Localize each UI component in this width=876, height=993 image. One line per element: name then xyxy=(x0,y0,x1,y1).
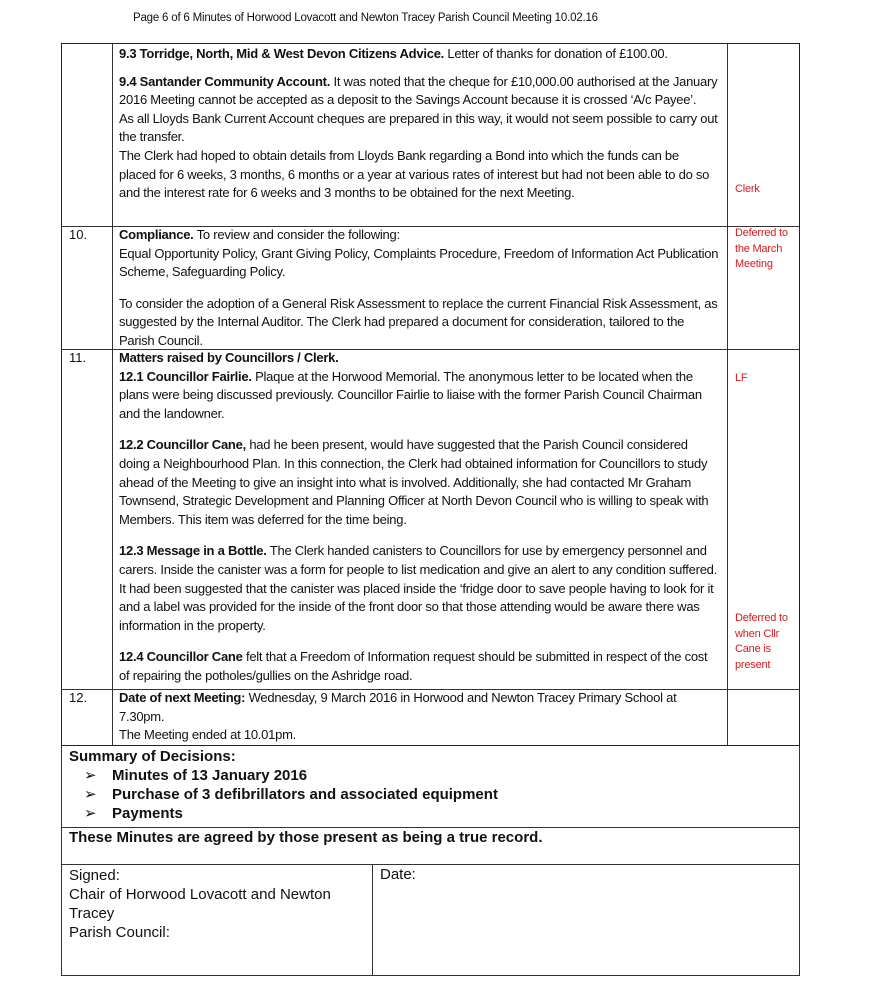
summary-list xyxy=(84,766,498,823)
minutes-row-12 xyxy=(62,689,799,747)
item-text: It was noted that the cheque for £10,000.00 authorised at the January 2016 Meeting cannot be accepted as a deposit to the Savings Account because it is crossed ‘A/c Payee’. xyxy=(119,73,718,108)
action-owner: Clerk xyxy=(735,183,760,195)
minutes-row-10 xyxy=(62,226,799,350)
item-text: Plaque at the Horwood Memorial. The anonymous letter to be located when the plans were being discussed previously. Councillor Fairlie to liaise with the former Parish Council Chairman and the landowner. xyxy=(119,368,702,421)
row-body xyxy=(119,45,719,203)
item-12-3 xyxy=(119,542,719,635)
arrow-bullet-icon: ➢ xyxy=(84,767,97,784)
arrow-bullet-icon: ➢ xyxy=(84,805,97,822)
council-label: Parish Council: xyxy=(69,924,170,941)
signature-block xyxy=(61,865,800,976)
row-number: 12. xyxy=(69,690,88,705)
item-next-meeting xyxy=(119,689,719,726)
item-text: felt that a Freedom of Information request should be submitted in respect of the cost of repairing the potholes/gullies on the Ashridge road. xyxy=(119,649,708,683)
page-header: Page 6 of 6 Minutes of Horwood Lovacott and Newton Tracey Parish Council Meeting 10.02.16 xyxy=(133,12,598,24)
item-text: The Clerk handed canisters to Councillors for use by emergency personnel and carers. Inside the canister was a form for people to list medication and give an alert to any condition suffered. It had been suggested that the canister was placed inside the ‘fridge door to save people having to look for it and a label was provided for the inside of the front door so that those attending would be aware there was information in the property. xyxy=(119,543,718,633)
arrow-bullet-icon: ➢ xyxy=(84,786,97,803)
list-item: ➢ Payments xyxy=(84,805,183,822)
item-12-4 xyxy=(119,648,719,685)
item-title: 12.4 Councillor Cane xyxy=(119,649,243,665)
summary-title: Summary of Decisions: xyxy=(69,748,236,765)
signature-divider xyxy=(372,865,373,975)
item-text: Wednesday, 9 March 2016 in Horwood and Newton Tracey Primary School at 7.30pm. xyxy=(119,690,677,724)
row-number: 11. xyxy=(69,350,87,365)
date-label: Date: xyxy=(380,866,416,883)
row-body xyxy=(119,689,719,745)
item-9-3 xyxy=(119,45,719,64)
minutes-table xyxy=(61,43,800,746)
paragraph: Equal Opportunity Policy, Grant Giving Policy, Complaints Procedure, Freedom of Information Act Publication Scheme, Safeguarding Policy. xyxy=(119,245,719,280)
minutes-row-11 xyxy=(62,349,799,690)
item-text: To review and consider the following: xyxy=(193,227,400,242)
item-title: 9.3 Torridge, North, Mid & West Devon Citizens Advice. xyxy=(119,46,445,61)
item-text: had he been present, would have suggested that the Parish Council considered doing a Neighbourhood Plan. In this connection, the Clerk had obtained information for Councillors to study ahead of the Meeting to give an insight into what is involved. Additionally, she had contacted Mr Graham Townsend, Strategic Development and Planning Officer at North Devon Council who is willing to speak with Members. This item was deferred for the time being. xyxy=(119,437,709,527)
item-compliance xyxy=(119,226,719,245)
signed-label: Signed: xyxy=(69,867,120,884)
item-title: 12.2 Councillor Cane, xyxy=(119,437,246,453)
agreement-statement xyxy=(61,828,800,865)
row-body xyxy=(119,226,719,351)
item-title: Compliance. xyxy=(119,227,194,242)
item-9-4 xyxy=(119,73,719,110)
list-item: ➢ Minutes of 13 January 2016 xyxy=(84,767,308,784)
item-12-2 xyxy=(119,436,719,529)
item-title: 12.1 Councillor Fairlie. xyxy=(119,368,252,384)
minutes-row-9 xyxy=(62,44,799,227)
item-title: Date of next Meeting: xyxy=(119,690,246,705)
summary-of-decisions xyxy=(61,746,800,828)
row-number: 10. xyxy=(69,227,88,242)
row-heading: Matters raised by Councillors / Clerk. xyxy=(119,350,339,365)
item-text: Letter of thanks for donation of £100.00. xyxy=(444,46,668,61)
item-12-1 xyxy=(119,368,719,424)
paragraph: The Clerk had hoped to obtain details from Lloyds Bank regarding a Bond into which the funds can be placed for 6 weeks, 3 months, 6 months or a year at various rates of interest but had not been able to do so and the interest rate for 6 weeks and 3 months to be obtained for the next Meeting. xyxy=(119,147,710,201)
item-title: 9.4 Santander Community Account. xyxy=(119,73,331,89)
paragraph: The Meeting ended at 10.01pm. xyxy=(119,727,297,743)
agreement-text: These Minutes are agreed by those present as being a true record. xyxy=(69,829,543,846)
action-owner: Deferred to when Cllr Cane is present xyxy=(735,612,788,671)
action-owner: Deferred to the March Meeting xyxy=(735,227,788,270)
action-owner: LF xyxy=(735,372,748,384)
item-title: 12.3 Message in a Bottle. xyxy=(119,543,267,559)
chair-label: Chair of Horwood Lovacott and Newton Tracey xyxy=(69,886,331,922)
signature-labels xyxy=(69,866,359,942)
paragraph: As all Lloyds Bank Current Account cheques are prepared in this way, it would not seem possible to carry out the transfer. xyxy=(119,110,718,145)
row-body xyxy=(119,349,719,686)
paragraph: To consider the adoption of a General Risk Assessment to replace the current Financial Risk Assessment, as suggested by the Internal Auditor. The Clerk had prepared a document for consideration, tailored to the Parish Council. xyxy=(119,295,718,348)
list-item: ➢ Purchase of 3 defibrillators and associated equipment xyxy=(84,786,498,803)
